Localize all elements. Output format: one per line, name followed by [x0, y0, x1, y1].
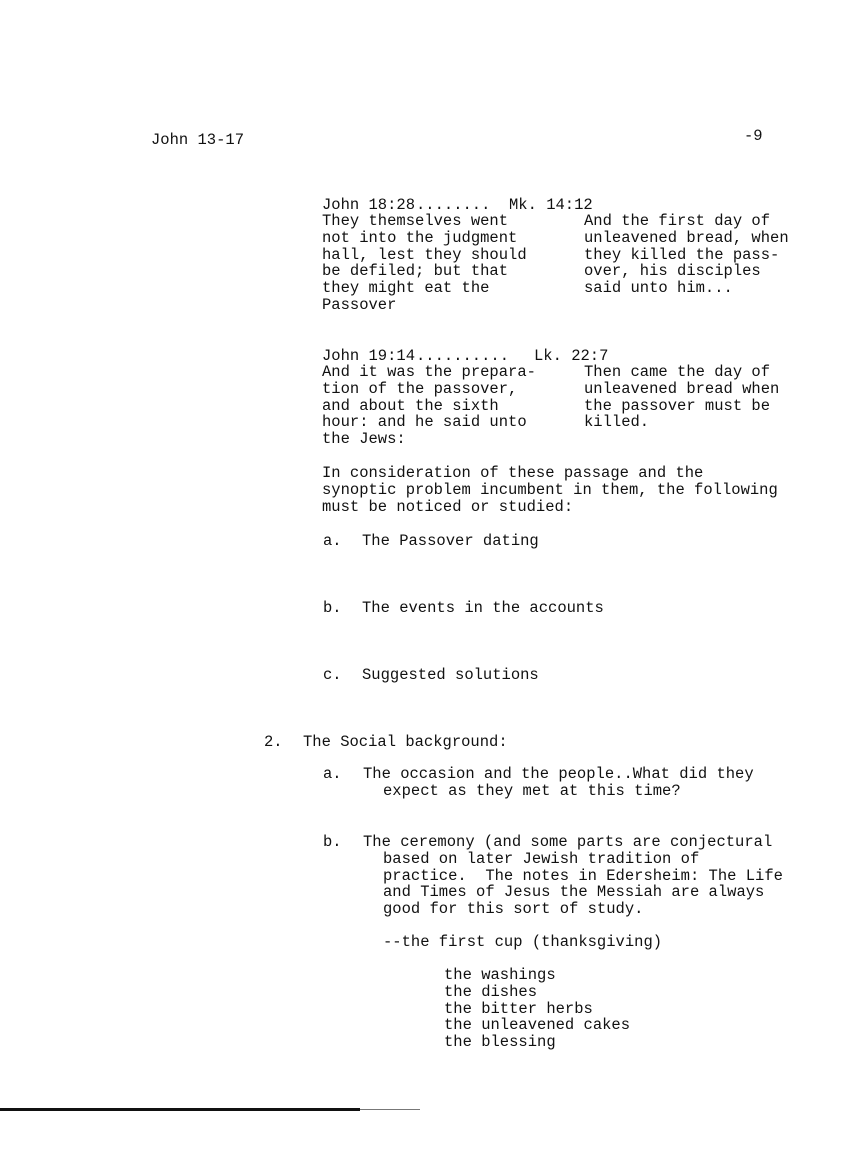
- consideration-paragraph: [322, 465, 778, 515]
- text-line: expect as they met at this time?: [383, 781, 681, 800]
- passage1-john-text: [322, 213, 527, 314]
- passage1-dots: ........: [416, 196, 491, 214]
- page-bottom-rule-faded: [360, 1109, 420, 1110]
- section2-item-a-text: [363, 766, 754, 800]
- text-line: they killed the pass-: [584, 245, 780, 264]
- text-line: be defiled; but that: [322, 262, 509, 281]
- text-line: They themselves went: [322, 212, 509, 230]
- passage2-luke-text: [584, 364, 779, 431]
- passage1-mark-text: [584, 213, 789, 297]
- text-line: And the first day of: [584, 212, 771, 230]
- passage2-dots: ..........: [416, 347, 510, 365]
- text-line: over, his disciples: [584, 262, 761, 281]
- text-line: the passover must be: [584, 396, 771, 415]
- text-line: and about the sixth: [322, 396, 499, 415]
- study-item-text: Suggested solutions: [362, 666, 539, 684]
- study-item-marker: a.: [323, 532, 342, 550]
- text-line: unleavened bread when: [584, 379, 780, 398]
- text-line: The occasion and the people..What did they: [363, 765, 754, 783]
- passage1-ref-mark: Mk. 14:12: [509, 196, 593, 214]
- section2-marker: 2.: [264, 733, 283, 751]
- text-line: not into the judgment: [322, 228, 518, 247]
- first-cup-line: --the first cup (thanksgiving): [383, 933, 663, 951]
- list-item: the unleavened cakes: [444, 1016, 631, 1035]
- text-line: said unto him...: [584, 279, 733, 298]
- text-line: killed.: [584, 413, 650, 432]
- text-line: Then came the day of: [584, 363, 771, 381]
- study-item-text: The events in the accounts: [362, 599, 604, 617]
- list-item: the washings: [444, 966, 556, 984]
- text-line: they might eat the: [322, 279, 490, 298]
- text-line: And it was the prepara-: [322, 363, 536, 381]
- study-item-marker: b.: [323, 599, 342, 617]
- passage2-ref-luke: Lk. 22:7: [534, 347, 609, 365]
- passage2-ref-john: John 19:14: [322, 347, 416, 365]
- text-line: good for this sort of study.: [383, 900, 644, 919]
- page-number: -9: [744, 127, 763, 145]
- list-item: the dishes: [444, 982, 538, 1001]
- page-bottom-rule: [0, 1108, 360, 1111]
- text-line: tion of the passover,: [322, 379, 518, 398]
- text-line: synoptic problem incumbent in them, the following: [322, 480, 778, 499]
- study-item-marker: c.: [323, 666, 342, 684]
- text-line: and Times of Jesus the Messiah are always: [383, 883, 765, 902]
- text-line: In consideration of these passage and the: [322, 464, 704, 482]
- ceremony-steps-list: [444, 967, 630, 1051]
- passage1-ref-john: John 18:28: [322, 196, 416, 214]
- text-line: the Jews:: [322, 430, 406, 449]
- section2-item-a-marker: a.: [323, 765, 342, 783]
- text-line: hour: and he said unto: [322, 413, 527, 432]
- text-line: Passover: [322, 295, 397, 314]
- page-header-title: John 13-17: [151, 131, 245, 149]
- section2-heading: The Social background:: [303, 733, 508, 751]
- list-item: the blessing: [444, 1033, 556, 1052]
- text-line: unleavened bread, when: [584, 228, 789, 247]
- passage2-john-text: [322, 364, 536, 448]
- text-line: must be noticed or studied:: [322, 497, 574, 516]
- text-line: based on later Jewish tradition of: [383, 849, 700, 868]
- section2-item-b-text: [363, 834, 783, 918]
- list-item: the bitter herbs: [444, 999, 593, 1018]
- text-line: hall, lest they should: [322, 245, 527, 264]
- text-line: practice. The notes in Edersheim: The Life: [383, 866, 783, 885]
- section2-item-b-marker: b.: [323, 833, 342, 851]
- study-item-text: The Passover dating: [362, 532, 539, 550]
- text-line: The ceremony (and some parts are conjectural: [363, 833, 773, 851]
